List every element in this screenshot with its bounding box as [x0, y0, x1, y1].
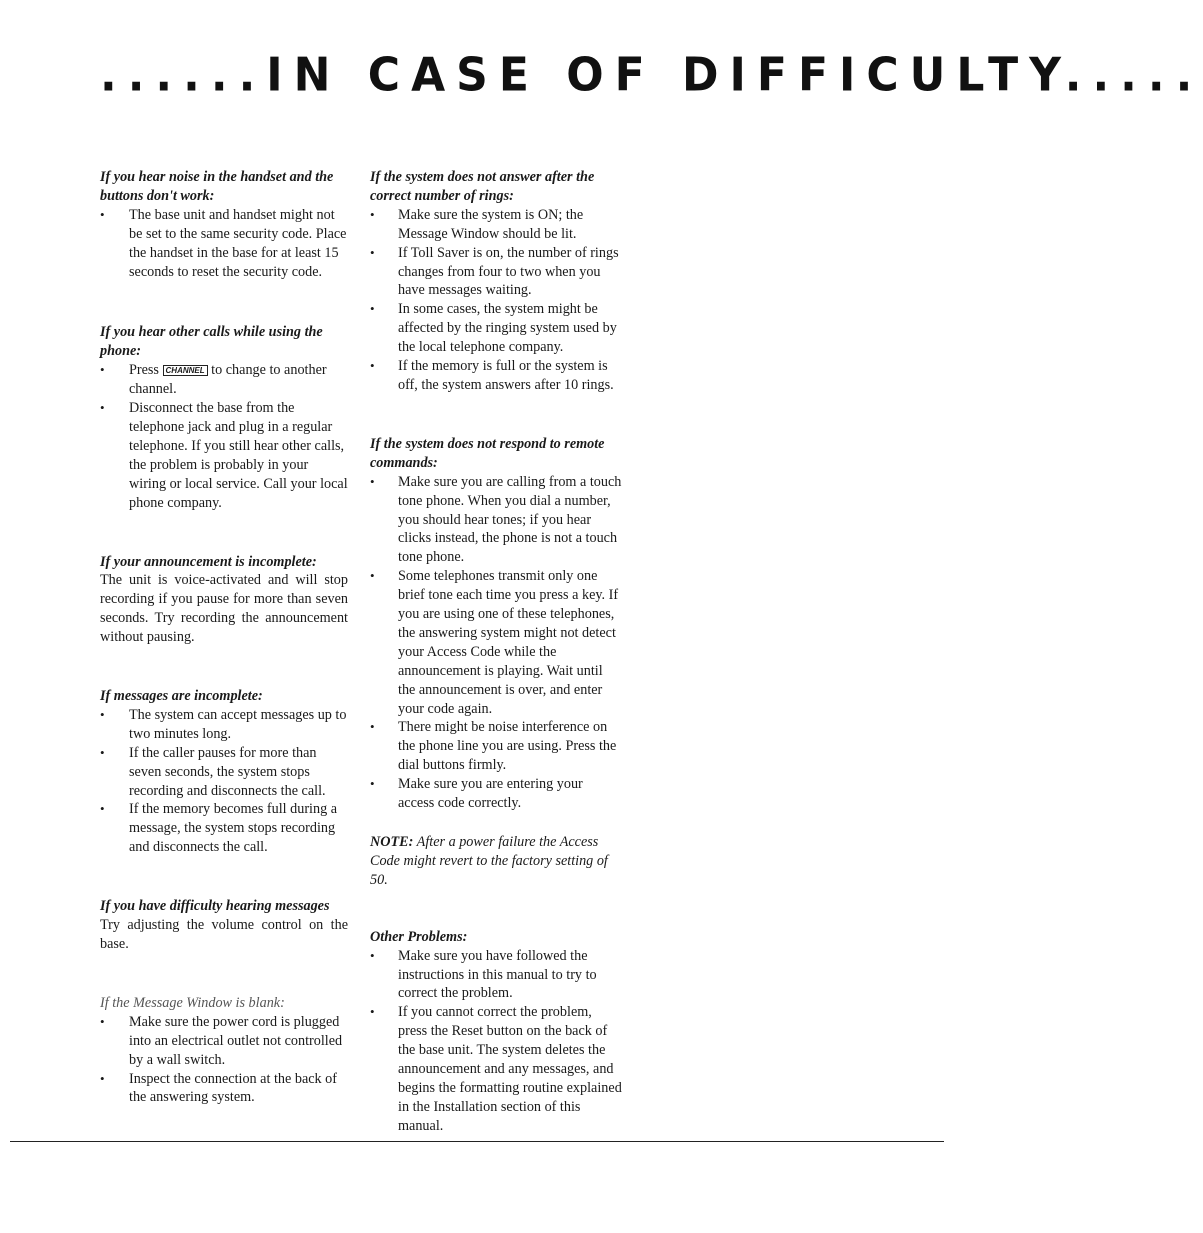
section-difficulty-hearing — [100, 897, 348, 954]
list-item: • If the memory becomes full during a message, the system stops recording and disconnects the call. — [100, 800, 348, 857]
bullet-list — [370, 947, 622, 1136]
channel-text: to change to another channel. — [129, 362, 327, 398]
list-item: • The base unit and handset might not be set to the same security code. Place the handset in the base for at least 15 seconds to reset the security code. — [100, 206, 348, 282]
section-messages-incomplete — [100, 687, 348, 857]
note-label: NOTE: — [370, 834, 414, 850]
section-heading: Other Problems: — [370, 928, 468, 945]
left-column — [100, 168, 348, 1107]
section-text: Try adjusting the volume control on the base. — [100, 917, 348, 952]
bullet-list — [100, 706, 348, 857]
list-item: • If you cannot correct the problem, press the Reset button on the back of the base unit. The system deletes the announcement and any messages, and begins the formatting routine explained in the Installation section of this manual. — [370, 1003, 622, 1135]
list-item: • Inspect the connection at the back of the answering system. — [100, 1070, 348, 1108]
list-item: • Disconnect the base from the telephone jack and plug in a regular telephone. If you still hear other calls, the problem is probably in your wiring or local service. Call your local phone company. — [100, 399, 348, 512]
bullet-list — [100, 1013, 348, 1108]
list-item: • Make sure the system is ON; the Message Window should be lit. — [370, 206, 622, 244]
list-item: • Make sure the power cord is plugged into an electrical outlet not controlled by a wall switch. — [100, 1013, 348, 1070]
bullet-list — [370, 206, 622, 395]
section-remote-commands — [370, 435, 622, 813]
section-heading: If messages are incomplete: — [100, 688, 263, 705]
section-window-blank — [100, 994, 348, 1107]
section-other-problems — [370, 928, 622, 1136]
section-heading: If you hear noise in the handset and the buttons don't work: — [100, 169, 334, 204]
section-heading: If the system does not answer after the correct number of rings: — [370, 169, 595, 204]
section-note — [370, 833, 622, 890]
list-item: • Make sure you are entering your access code correctly. — [370, 775, 622, 813]
note-body: After a power failure the Access Code might revert to the factory setting of 50. — [370, 834, 608, 888]
section-other-calls — [100, 323, 348, 512]
bullet-list — [100, 361, 348, 512]
section-heading: If your announcement is incomplete: — [100, 553, 317, 570]
bullet-list — [370, 473, 622, 813]
section-announcement-incomplete — [100, 553, 348, 648]
section-text: The unit is voice-activated and will stop recording if you pause for more than seven seconds. Try recording the announcement without pausing. — [100, 572, 348, 646]
section-heading: If the Message Window is blank: — [100, 994, 285, 1011]
section-no-answer — [370, 168, 622, 395]
page-title: ......IN CASE OF DIFFICULTY..... — [100, 48, 1203, 103]
right-column — [370, 168, 622, 1136]
press-text: Press — [129, 362, 159, 379]
channel-key-icon: CHANNEL — [163, 365, 208, 376]
list-item: • The system can accept messages up to two minutes long. — [100, 706, 348, 744]
bullet-list — [100, 206, 348, 282]
section-heading: If you have difficulty hearing messages — [100, 898, 330, 915]
list-item: • If the caller pauses for more than seven seconds, the system stops recording and disconnects the call. — [100, 744, 348, 801]
section-heading: If the system does not respond to remote commands: — [370, 435, 605, 471]
list-item: • There might be noise interference on the phone line you are using. Press the dial buttons firmly. — [370, 718, 622, 775]
list-item: • If Toll Saver is on, the number of rings changes from four to two when you have messages waiting. — [370, 244, 622, 301]
bottom-rule — [10, 1141, 944, 1142]
list-item: • If the memory is full or the system is off, the system answers after 10 rings. — [370, 357, 622, 395]
list-item: • In some cases, the system might be affected by the ringing system used by the local telephone company. — [370, 300, 622, 357]
list-item: • Some telephones transmit only one brief tone each time you press a key. If you are using one of these telephones, the answering system might not detect your Access Code while the announcement is playing. Wait until the announcement is over, and enter your code again. — [370, 567, 622, 718]
section-heading: If you hear other calls while using the phone: — [100, 324, 323, 360]
section-noise-handset — [100, 168, 348, 281]
list-item: • Make sure you have followed the instructions in this manual to try to correct the problem. — [370, 947, 622, 1004]
list-item — [100, 361, 348, 399]
list-item: • Make sure you are calling from a touch tone phone. When you dial a number, you should hear tones; if you hear clicks instead, the phone is not a touch tone phone. — [370, 473, 622, 568]
note-text — [370, 833, 622, 890]
